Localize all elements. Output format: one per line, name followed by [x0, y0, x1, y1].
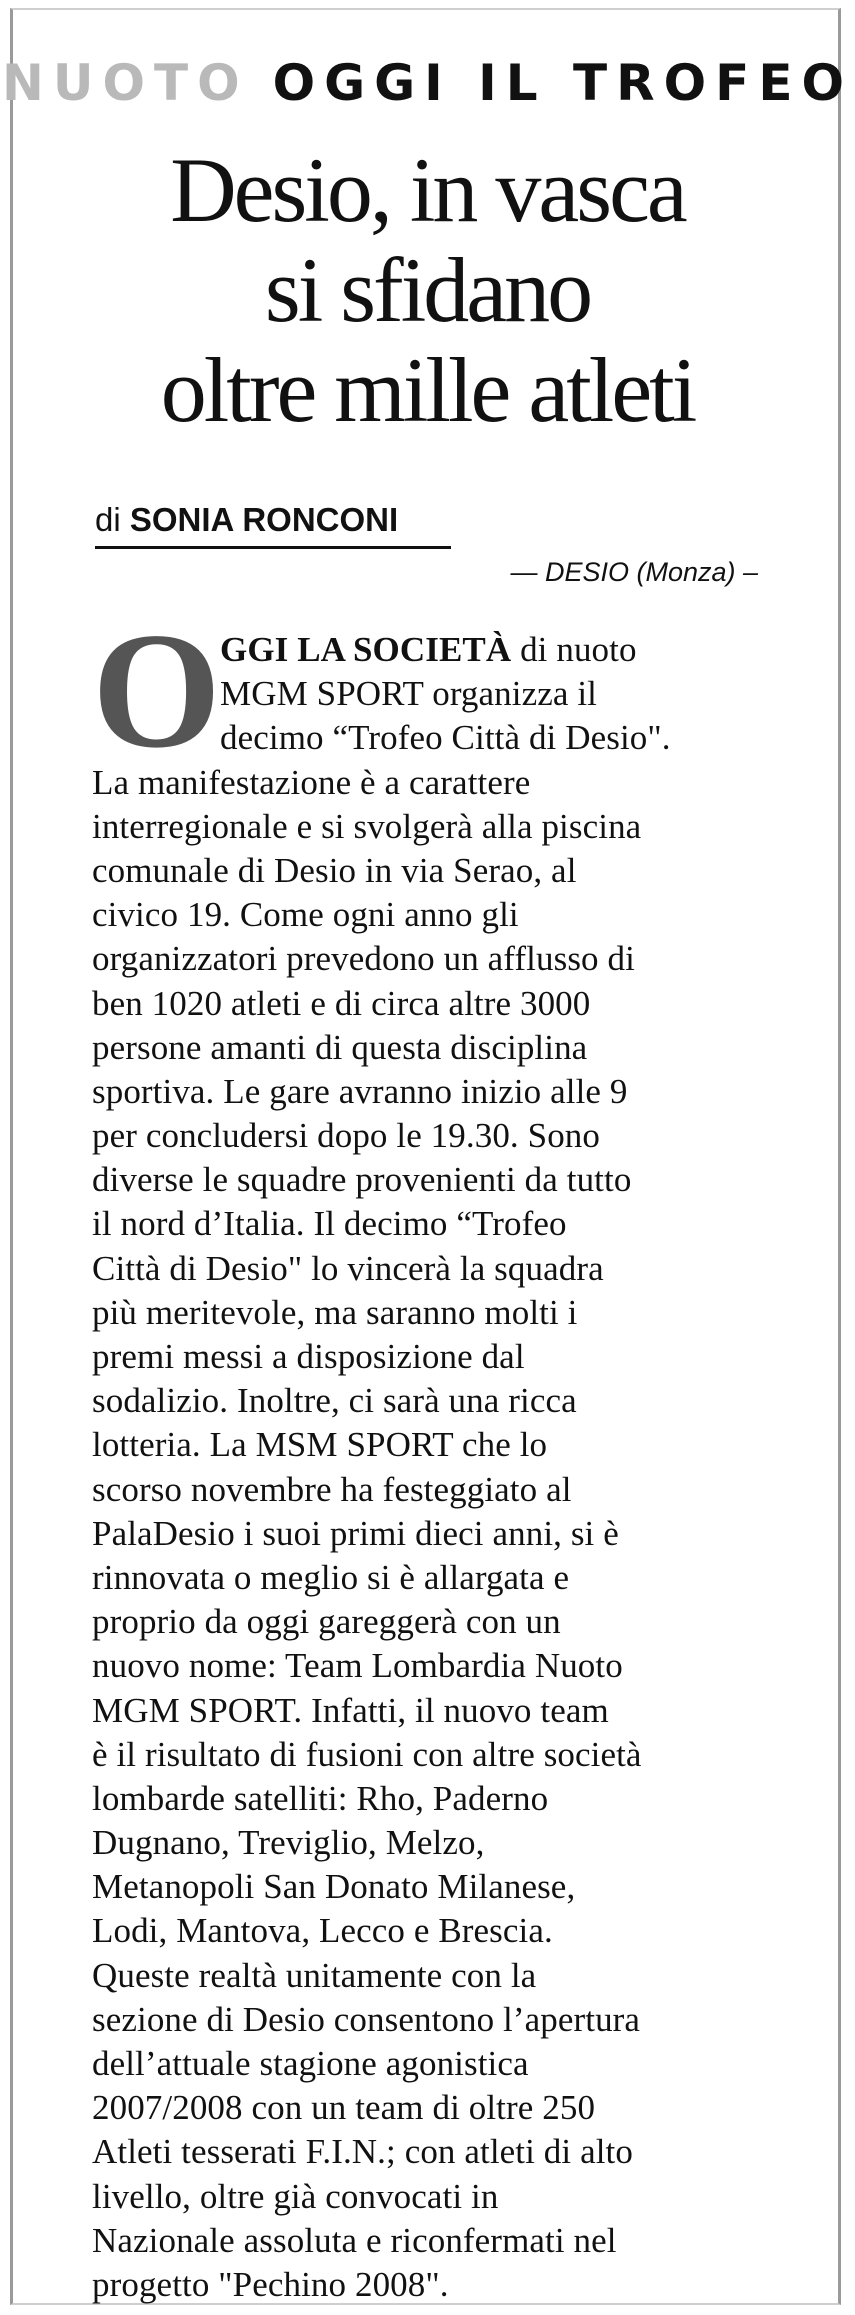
headline-line: si sfidano [264, 239, 591, 341]
lead-in: GGI LA SOCIETÀ [220, 630, 512, 669]
article-body [92, 628, 782, 2307]
drop-cap: O [92, 598, 222, 782]
headline-line: Desio, in vasca [170, 139, 685, 241]
body-line: dell’attuale stagione agonistica [92, 2044, 529, 2083]
section-label: NUOTO [2, 54, 249, 112]
kicker [0, 48, 855, 118]
body-line: lombarde satelliti: Rho, Paderno [92, 1778, 549, 1818]
body-line: civico 19. Come ogni anno gli [92, 895, 519, 935]
dateline: — DESIO (Monza) – [510, 557, 758, 587]
body-line: rinnovata o meglio si è allargata e [92, 1557, 570, 1597]
body-line: il nord d’Italia. Il decimo “Trofeo [92, 1204, 567, 1244]
headline [0, 140, 855, 440]
body-line: livello, oltre già convocati in [92, 2176, 499, 2216]
byline-prefix: di [95, 501, 121, 538]
topic-label: OGGI IL TROFEO [272, 54, 853, 112]
body-line: ben 1020 atleti e di circa altre 3000 [92, 983, 591, 1023]
body-line: Città di Desio" lo vincerà la squadra [92, 1248, 604, 1288]
body-line [92, 628, 782, 672]
body-line: sodalizio. Inoltre, ci sarà una ricca [92, 1381, 577, 1421]
body-line: lotteria. La MSM SPORT che lo [92, 1425, 548, 1465]
body-line: Queste realtà unitamente con la [92, 1955, 537, 1995]
body-line: sezione di Desio consentono l’apertura [92, 1999, 641, 2039]
body-line: La manifestazione è a carattere [92, 762, 531, 802]
body-line: nuovo nome: Team Lombardia Nuoto [92, 1646, 623, 1686]
body-line: sportiva. Le gare avranno inizio alle 9 [92, 1071, 628, 1111]
body-line: organizzatori prevedono un afflusso di [92, 939, 635, 979]
body-line: è il risultato di fusioni con altre società [92, 1734, 642, 1774]
body-line: Lodi, Mantova, Lecco e Brescia. [92, 1911, 553, 1951]
headline-line: oltre mille atleti [160, 339, 695, 441]
body-line: Metanopoli San Donato Milanese, [92, 1867, 576, 1907]
first-line-rest: di nuoto [511, 630, 637, 669]
body-line: persone amanti di questa disciplina [92, 1027, 588, 1067]
body-line: decimo “Trofeo Città di Desio". [220, 718, 671, 758]
body-line: diverse le squadre provenienti da tutto [92, 1160, 632, 1200]
body-line: premi messi a disposizione dal [92, 1337, 525, 1376]
body-line: più meritevole, ma saranno molti i [92, 1292, 578, 1332]
body-line: Nazionale assoluta e riconfermati nel [92, 2220, 617, 2260]
body-line: scorso novembre ha festeggiato al [92, 1469, 572, 1509]
body-line: MGM SPORT. Infatti, il nuovo team [92, 1690, 609, 1730]
byline [95, 498, 451, 549]
body-line: Atleti tesserati F.I.N.; con atleti di alto [92, 2132, 633, 2172]
body-line: MGM SPORT organizza il [220, 674, 597, 714]
body-line: PalaDesio i suoi primi dieci anni, si è [92, 1513, 619, 1553]
body-line: comunale di Desio in via Serao, al [92, 850, 577, 890]
body-line: proprio da oggi gareggerà con un [92, 1602, 561, 1642]
body-line: interregionale e si svolgerà alla piscina [92, 806, 642, 846]
body-line: 2007/2008 con un team di oltre 250 [92, 2088, 596, 2128]
body-line: Dugnano, Treviglio, Melzo, [92, 1823, 485, 1863]
body-line: progetto "Pechino 2008". [92, 2264, 449, 2304]
body-line: per concludersi dopo le 19.30. Sono [92, 1116, 600, 1156]
author-name: SONIA RONCONI [129, 501, 399, 538]
